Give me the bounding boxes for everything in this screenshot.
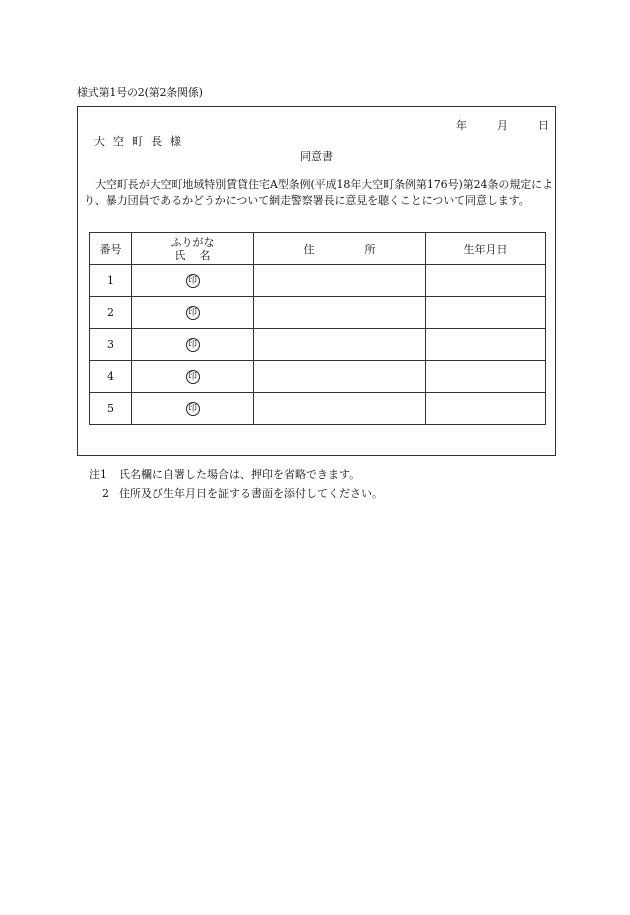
address-field[interactable]	[254, 265, 426, 297]
name-field[interactable]	[132, 297, 254, 329]
table-row	[90, 361, 546, 393]
name-field[interactable]	[132, 265, 254, 297]
name-field[interactable]	[132, 393, 254, 425]
note-item	[89, 484, 383, 503]
address-field[interactable]	[254, 393, 426, 425]
table-row	[90, 393, 546, 425]
birthdate-field[interactable]	[426, 393, 546, 425]
date-line	[456, 117, 549, 133]
header-birthdate: 生年月日	[426, 233, 546, 265]
birthdate-field[interactable]	[426, 265, 546, 297]
seal-mark-icon: 印	[186, 402, 200, 416]
seal-mark-icon: 印	[186, 306, 200, 320]
header-address-char2: 所	[364, 242, 376, 256]
address-field[interactable]	[254, 297, 426, 329]
address-field[interactable]	[254, 329, 426, 361]
header-address	[254, 233, 426, 265]
note-number: 2	[102, 487, 109, 500]
date-day-label: 日	[538, 119, 549, 132]
note-text: 住所及び生年月日を証する書面を添付してください。	[119, 487, 383, 500]
form-number-label: 様式第1号の2(第2条関係)	[77, 86, 203, 99]
date-year-label: 年	[456, 119, 467, 132]
row-number: 2	[90, 297, 132, 329]
addressee: 大空町長様	[94, 135, 189, 148]
table-header-row	[90, 233, 546, 265]
note-text: 氏名欄に自署した場合は、押印を省略できます。	[119, 468, 361, 481]
header-number: 番号	[90, 233, 132, 265]
table-row	[90, 297, 546, 329]
address-field[interactable]	[254, 361, 426, 393]
applicant-table	[89, 232, 546, 425]
consent-body-text: 大空町長が大空町地域特別賃貸住宅A型条例(平成18年大空町条例第176号)第24条の規定により、暴力団員であるかどうかについて網走警察署長に意見を聴くことについて同意します。	[84, 178, 553, 207]
seal-mark-icon: 印	[186, 338, 200, 352]
note-item	[89, 465, 383, 484]
header-furigana: ふりがな	[170, 235, 215, 249]
name-field[interactable]	[132, 329, 254, 361]
birthdate-field[interactable]	[426, 297, 546, 329]
seal-mark-icon: 印	[186, 274, 200, 288]
date-month-label: 月	[497, 119, 508, 132]
document-title: 同意書	[300, 150, 333, 163]
header-name-label: 氏名	[174, 248, 225, 262]
header-address-char1: 住	[303, 242, 315, 256]
birthdate-field[interactable]	[426, 361, 546, 393]
row-number: 1	[90, 265, 132, 297]
consent-form-frame	[77, 106, 556, 456]
table-row	[90, 329, 546, 361]
table-row	[90, 265, 546, 297]
row-number: 5	[90, 393, 132, 425]
seal-mark-icon: 印	[186, 370, 200, 384]
row-number: 4	[90, 361, 132, 393]
name-field[interactable]	[132, 361, 254, 393]
note-number: 注1	[89, 468, 107, 481]
row-number: 3	[90, 329, 132, 361]
notes-section	[89, 465, 383, 503]
header-name	[132, 233, 254, 265]
birthdate-field[interactable]	[426, 329, 546, 361]
